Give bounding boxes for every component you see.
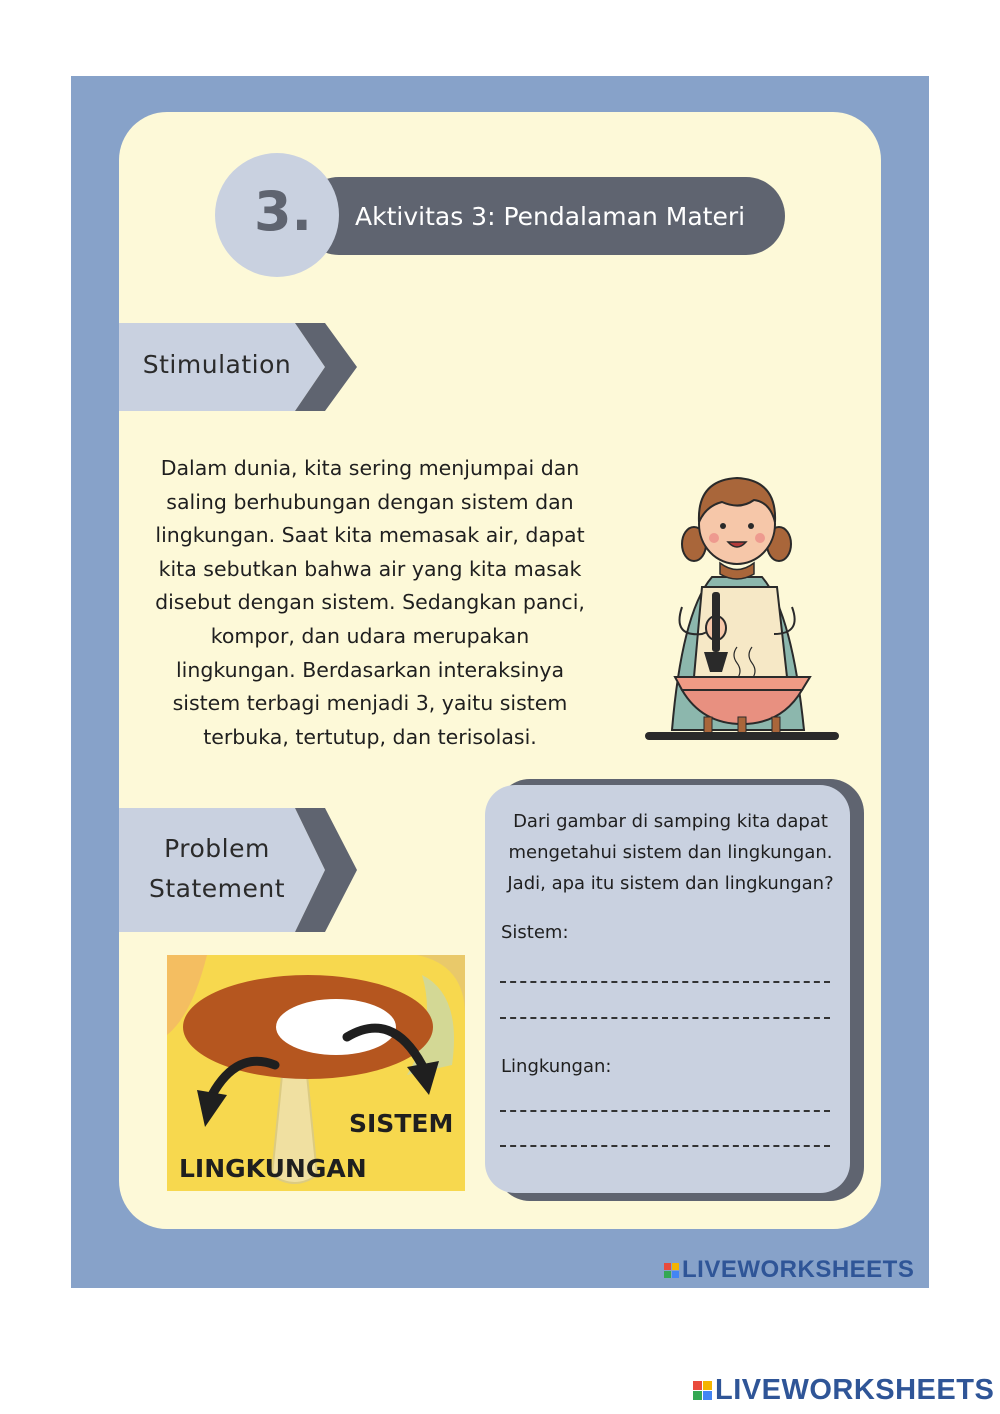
activity-number-badge [215,153,339,277]
problem-label-line: Problem [164,834,270,863]
stimulation-line: lingkungan. Saat kita memasak air, dapat [155,523,585,548]
sistem-answer-label: Sistem: [501,922,569,943]
activity-title-pill [300,177,785,255]
activity-title: Aktivitas 3: Pendalaman Materi [355,201,746,231]
sistem-answer-line-1[interactable] [500,981,830,983]
stimulation-line: kompor, dan udara merupakan [210,623,530,648]
stimulation-line: Dalam dunia, kita sering menjumpai dan [160,456,580,480]
liveworksheets-logo-outer [693,1374,994,1407]
problem-label-line: Statement [148,874,286,903]
sistem-answer-line-2[interactable] [500,1017,830,1019]
liveworksheets-wordmark: LIVEWORKSHEETS [715,1374,995,1406]
lingkungan-answer-label: Lingkungan: [501,1056,612,1077]
stimulation-paragraph [140,452,600,754]
liveworksheets-logo-inner [664,1256,914,1284]
stimulation-line: sistem terbagi menjadi 3, yaitu sistem [172,691,568,716]
liveworksheets-mark-icon [664,1263,679,1278]
question-line: mengetahui sistem dan lingkungan. [508,842,833,863]
question-line: Jadi, apa itu sistem dan lingkungan? [507,873,834,894]
stimulation-label: Stimulation [142,350,292,379]
diagram-lingkungan-label: LINGKUNGAN [179,1154,367,1183]
lingkungan-answer-line-2[interactable] [500,1145,830,1147]
liveworksheets-wordmark: LIVEWORKSHEETS [682,1256,915,1283]
system-environment-diagram [167,955,465,1191]
stimulation-line: disebut dengan sistem. Sedangkan panci, [155,590,585,615]
lingkungan-answer-line-1[interactable] [500,1110,830,1112]
stimulation-line: kita sebutkan bahwa air yang kita masak [158,556,582,581]
girl-cooking-illustration [642,462,842,747]
liveworksheets-mark-icon [693,1381,712,1400]
diagram-sistem-label: SISTEM [349,1109,454,1138]
activity-number: 3. [253,179,313,243]
question-text [498,806,843,899]
question-line: Dari gambar di samping kita dapat [513,811,828,832]
problem-statement-label [119,829,315,909]
stimulation-line: terbuka, tertutup, dan terisolasi. [203,724,537,749]
stimulation-line: saling berhubungan dengan sistem dan [166,489,574,514]
stimulation-line: lingkungan. Berdasarkan interaksinya [175,657,565,682]
